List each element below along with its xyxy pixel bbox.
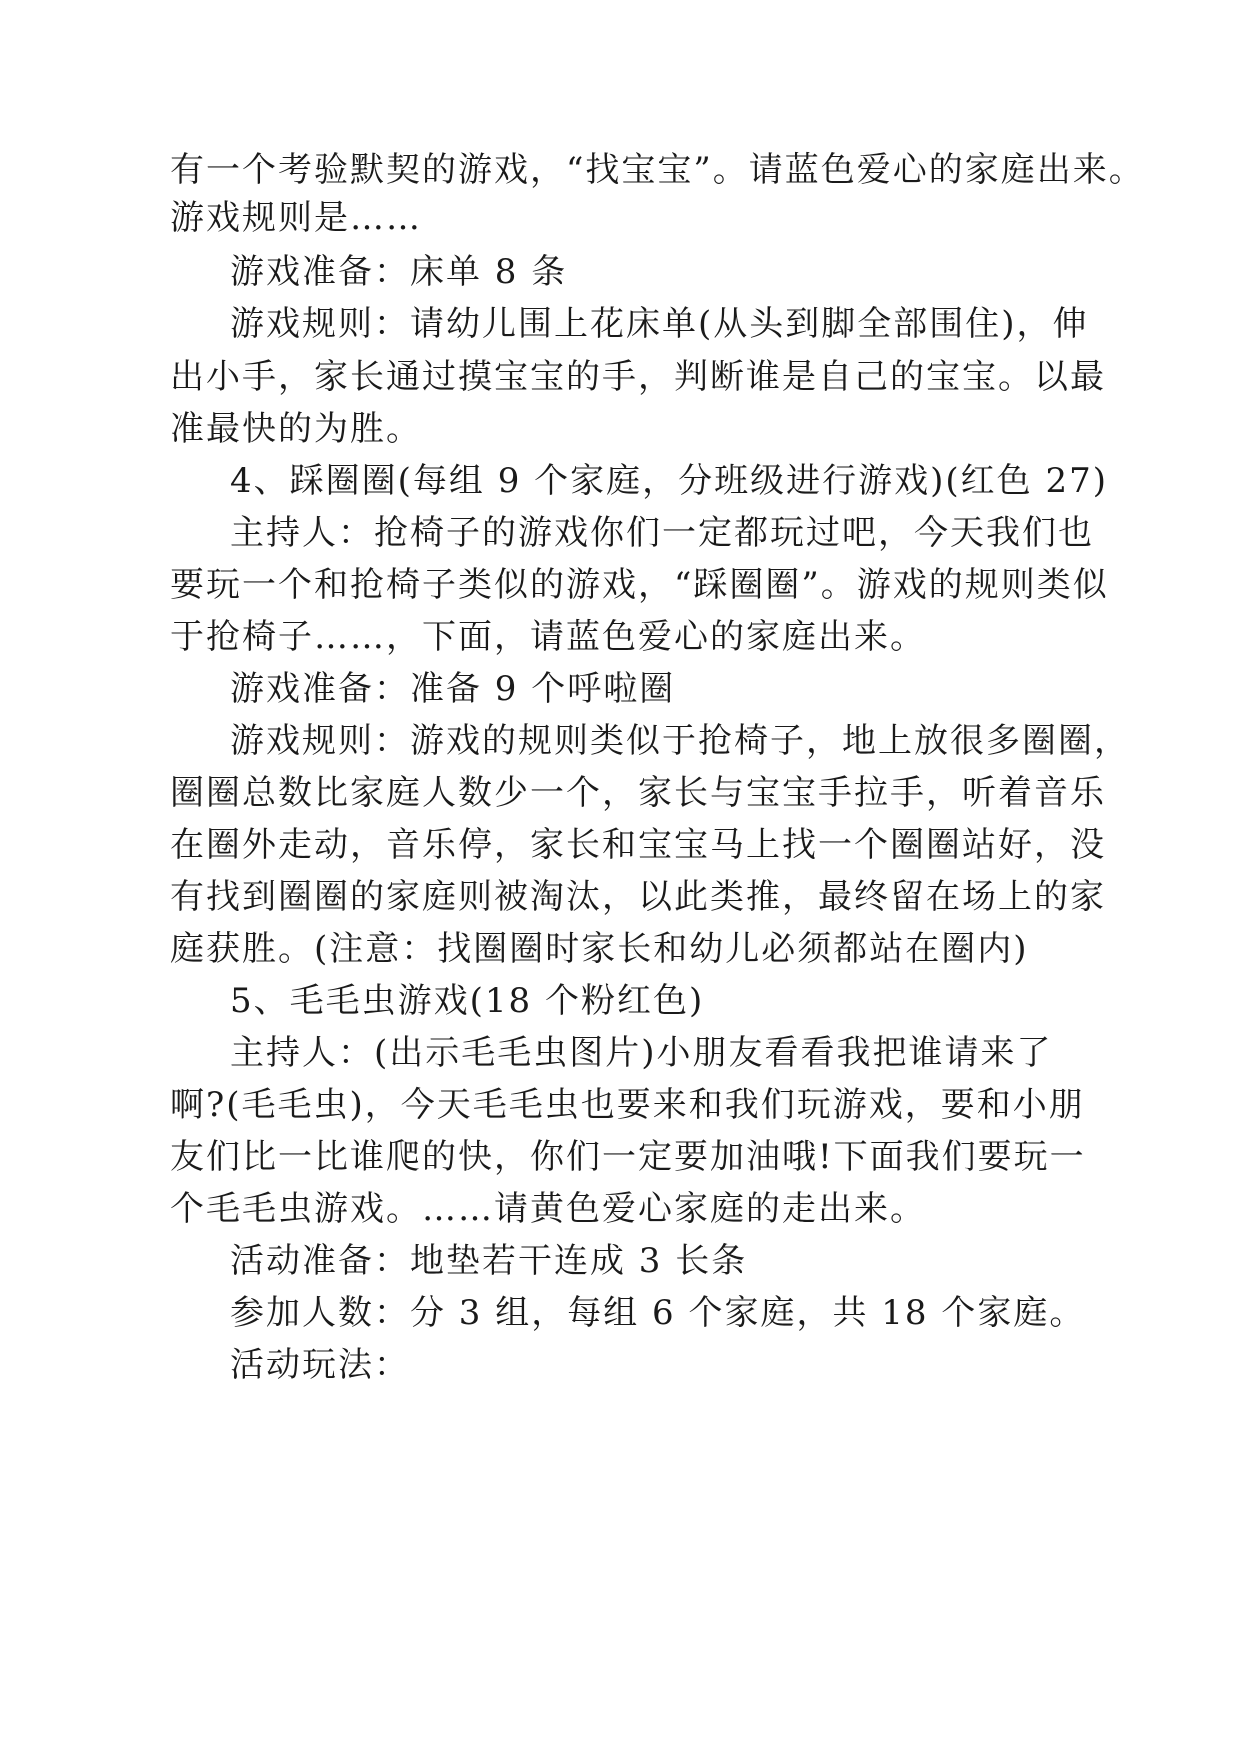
- section-heading-4: 4、踩圈圈(每组 9 个家庭，分班级进行游戏)(红色 27): [230, 461, 1109, 501]
- paragraph-line-11: 游戏准备：准备 9 个呼啦圈: [230, 669, 676, 709]
- paragraph-line-14: 在圈外走动，音乐停，家长和宝宝马上找一个圈圈站好，没: [170, 825, 1106, 865]
- paragraph-line-13: 圈圈总数比家庭人数少一个，家长与宝宝手拉手，听着音乐: [170, 773, 1106, 813]
- paragraph-line-8: 主持人：抢椅子的游戏你们一定都玩过吧，今天我们也: [230, 513, 1094, 553]
- paragraph-line-18: 主持人：(出示毛毛虫图片)小朋友看看我把谁请来了: [230, 1033, 1053, 1073]
- paragraph-line-4: 游戏规则：请幼儿围上花床单(从头到脚全部围住)，伸: [230, 304, 1089, 344]
- paragraph-line-16: 庭获胜。(注意：找圈圈时家长和幼儿必须都站在圈内): [170, 929, 1029, 969]
- paragraph-line-19: 啊?(毛毛虫)，今天毛毛虫也要来和我们玩游戏，要和小朋: [170, 1085, 1085, 1125]
- section-heading-5: 5、毛毛虫游戏(18 个粉红色): [230, 981, 705, 1021]
- paragraph-line-6: 准最快的为胜。: [170, 409, 422, 449]
- paragraph-line-21: 个毛毛虫游戏。……请黄色爱心家庭的走出来。: [170, 1189, 926, 1229]
- paragraph-line-20: 友们比一比谁爬的快，你们一定要加油哦!下面我们要玩一: [170, 1137, 1086, 1177]
- paragraph-line-5: 出小手，家长通过摸宝宝的手，判断谁是自己的宝宝。以最: [170, 357, 1106, 397]
- paragraph-line-10: 于抢椅子……，下面，请蓝色爱心的家庭出来。: [170, 617, 926, 657]
- paragraph-line-2: 游戏规则是……: [170, 198, 422, 238]
- paragraph-line-23: 参加人数：分 3 组，每组 6 个家庭，共 18 个家庭。: [230, 1293, 1086, 1333]
- paragraph-line-3: 游戏准备：床单 8 条: [230, 252, 568, 292]
- paragraph-line-12: 游戏规则：游戏的规则类似于抢椅子，地上放很多圈圈，: [230, 721, 1130, 761]
- paragraph-line-9: 要玩一个和抢椅子类似的游戏，“踩圈圈”。游戏的规则类似: [170, 565, 1109, 605]
- paragraph-line-22: 活动准备：地垫若干连成 3 长条: [230, 1241, 748, 1281]
- paragraph-line-24: 活动玩法：: [230, 1345, 410, 1385]
- paragraph-line-1: 有一个考验默契的游戏，“找宝宝”。请蓝色爱心的家庭出来。: [170, 150, 1145, 190]
- paragraph-line-15: 有找到圈圈的家庭则被淘汰，以此类推，最终留在场上的家: [170, 877, 1106, 917]
